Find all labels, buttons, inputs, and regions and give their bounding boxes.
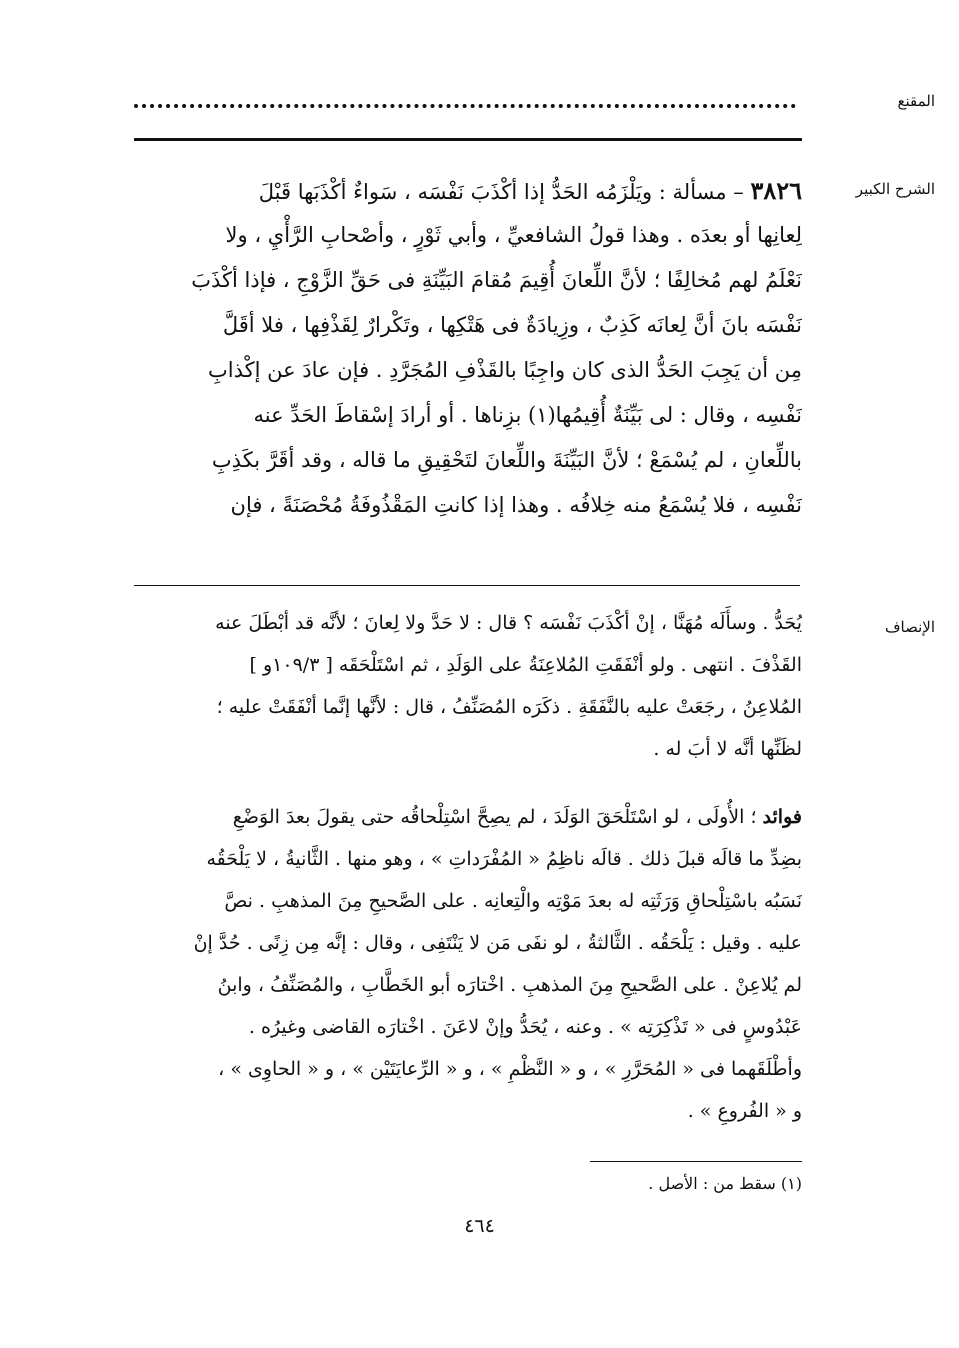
fawaid-line-5: لم يُلاعِنْ . على الصَّحيحِ مِنَ المذهبِ . اخْتارَه أبو الخَطَّابِ ، والمُصَنِّفُ ، وابنُ <box>217 974 802 996</box>
running-title: المقنع <box>897 92 935 110</box>
page-number: ٤٦٤ <box>464 1215 495 1237</box>
footnote-rule <box>590 1161 802 1162</box>
sharh-line-3: نَعْلَمُ لهم مُخالِفًا ؛ لأنَّ اللِّعانَ أُقِيمَ مُقامَ البَيِّنَةِ فى حَقِّ الزَّوْجِ ، فإذا أكْذَبَ <box>191 268 802 292</box>
section-divider <box>134 585 800 586</box>
header-thick-rule <box>134 138 802 141</box>
sharh-line-7: باللِّعانِ ، لم يُسْمَعْ ؛ لأنَّ البَيِّنَةَ واللِّعانَ لتَحْقِيقِ ما قاله ، وقد أقَرَّ بكَذِبِ <box>211 448 802 472</box>
insaf-line-4: لظَنِّها أنَّه لا أبَ له . <box>653 738 802 760</box>
sharh-text-block <box>134 168 802 528</box>
insaf-line-1: يُحَدُّ . وسأَلَه مُهَنَّا ، إنْ أكْذَبَ نَفْسَه ؟ قال : لا حَدَّ ولا لِعانَ ؛ لأنَّه قد أبْطَلَ عنه <box>215 612 802 634</box>
fawaid-text-block <box>134 796 802 1132</box>
sharh-line-2: لِعانِها أو بعدَه . وهذا قولُ الشافعيِّ ، وأبي ثَوْرٍ ، وأصْحابِ الرَّأْيِ ، ولا <box>225 223 802 247</box>
fawaid-line-1 <box>134 796 802 838</box>
fawaid-line-8: و « الفُروعِ » . <box>687 1100 802 1122</box>
masala-number: ٣٨٢٦ <box>750 176 802 205</box>
sharh-line-8: نَفْسِه ، فلا يُسْمَعُ منه خِلافُه . وهذا إذا كانتِ المَقْذُوفَةُ مُحْصَنَةً ، فإن <box>230 493 802 517</box>
insaf-line-2: القَذْفَ . انتهى . ولو أنْفَقَتِ المُلاعِنَةُ على الوَلَدِ ، ثم اسْتَلْحَقَه [ ١٠٩/٣و ] <box>249 654 802 676</box>
insaf-line-3: المُلاعِنُ ، رجَعَتْ عليه بالنَّفَقَةِ . ذكَرَه المُصَنِّفُ ، قال : لأنَّها إنَّما أنْفَقَتْ عليه ؛ <box>216 696 802 718</box>
sharh-line-6: نَفْسِه ، وقال : لى بَيِّنَةٌ أُقِيمُها(١) بزِناها . أو أرادَ إسْقاطَ الحَدِّ عنه <box>253 403 802 427</box>
fawaid-line-3: نَسَبُه باسْتِلْحاقِ وَرَثَتِه له بعدَ مَوْتِه والْتِعانِه . على الصَّحيحِ مِنَ المذهبِ . نصَّ <box>224 890 802 912</box>
sharh-line-1 <box>134 168 802 213</box>
insaf-text-block <box>134 602 802 770</box>
fawaid-label: فوائد <box>762 806 802 828</box>
sharh-line-5: مِن أن يَجِبَ الحَدُّ الذى كان واجِبًا بالقَذْفِ المُجَرَّدِ . فإن عادَ عن إكْذابِ <box>207 358 802 382</box>
fawaid-line-4: عليه . وقيل : يَلْحَقُه . الثَّالثةُ ، لو نفَى مَن لا يَنْتَفِى ، وقال : إنَّه مِن زِنًى . حُدَّ إنْ <box>193 932 802 954</box>
fawaid-line-6: عَبْدُوسٍ فى « تَذْكِرَتِه » . وعنه ، يُحَدُّ وإنْ لاعَنَ . اخْتارَه القاضى وغيرُه . <box>248 1016 802 1038</box>
insaf-margin-label: الإنصاف <box>884 618 935 636</box>
fawaid-line-7: وأطْلَقَهما فى « المُحَرَّرِ » ، و « النَّظْمِ » ، و « الرِّعايَتَيْن » ، و « الحاوِى » ، <box>218 1058 802 1080</box>
sharh-line-4: نَفْسَه بانَ أنَّ لِعانَه كَذِبٌ ، وزِيادَةٌ فى هَتْكِها ، وتَكْرارٌ لِقَذْفِها ، فلا أقَلَّ <box>222 313 802 337</box>
fawaid-line-2: بضِدِّ ما قالَه قبلَ ذلك . قالَه ناظِمُ « المُفْرَداتِ » ، وهو منها . الثَّانيةُ ، لا يَلْحَقُه <box>206 848 802 870</box>
footnote: (١) سقط من : الأصل . <box>648 1174 802 1193</box>
fawaid-line-1-text: ؛ الأُولَى ، لو اسْتَلْحَقَ الوَلَدَ ، لم يصِحَّ اسْتِلْحاقُه حتى يقولَ بعدَ الوَضْعِ <box>232 806 757 828</box>
header-dotted-rule <box>134 104 796 108</box>
sharh-line-1-text: – مسألة : ويَلْزَمُه الحَدُّ إذا أكْذَبَ نَفْسَه ، سَواءٌ أكْذَبَها قَبْلَ <box>258 180 744 204</box>
sharh-margin-label: الشرح الكبير <box>855 180 935 198</box>
